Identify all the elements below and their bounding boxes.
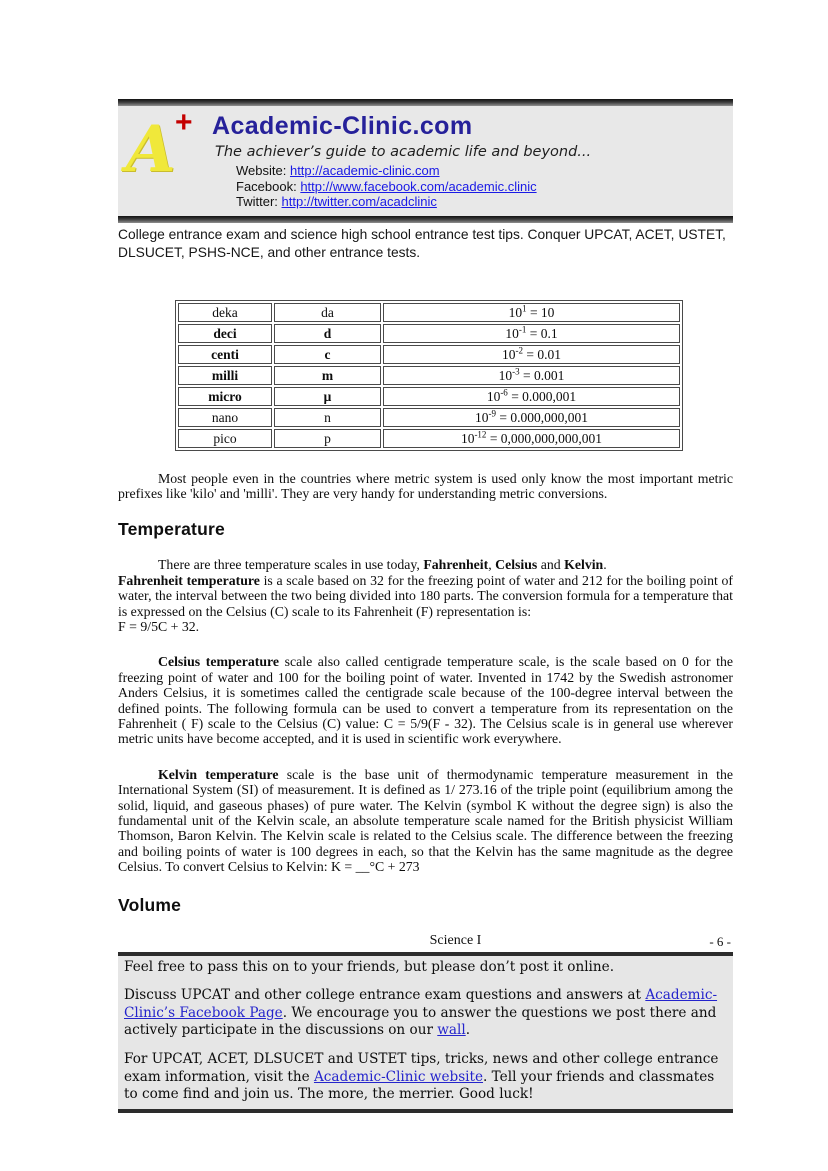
text-segment: Feel free to pass this on to your friends, but please don’t post it online. bbox=[124, 958, 615, 975]
prefix-table-row bbox=[178, 366, 680, 385]
notice-paragraph-3 bbox=[124, 1051, 725, 1104]
exponent: -6 bbox=[500, 387, 508, 397]
prefix-table-row bbox=[178, 387, 680, 406]
site-name: Academic-Clinic.com bbox=[212, 112, 473, 140]
prefix-name-cell: deka bbox=[178, 303, 272, 322]
header-text-block bbox=[212, 112, 723, 210]
prefix-symbol-cell: m bbox=[274, 366, 381, 385]
website-link-row bbox=[236, 163, 723, 179]
exponent: -12 bbox=[474, 429, 487, 439]
twitter-link-row bbox=[236, 194, 723, 210]
text-segment: is a scale based on 32 for the freezing point of water and 212 for the boiling point of water, the interval between the two being divided into 180 parts. The conversion formula for a temperature that is expressed on the Celsius (C) scale to its Fahrenheit (F) representation is: bbox=[118, 572, 734, 619]
header-bottom-bar bbox=[118, 216, 733, 223]
text-segment: . Tell your friends and classmates to come find and join us. The more, the merrier. Good luck! bbox=[124, 1068, 715, 1103]
facebook-link[interactable]: http://www.facebook.com/academic.clinic bbox=[300, 178, 537, 194]
volume-heading: Volume bbox=[118, 894, 182, 915]
website-label: Website: bbox=[236, 163, 287, 178]
prefix-name-cell: nano bbox=[178, 408, 272, 427]
text-segment: Celsius temperature bbox=[158, 654, 280, 670]
text-segment: . bbox=[603, 557, 607, 573]
prefix-value-cell: $10^{-1} = 0.1$ bbox=[383, 324, 680, 343]
prefix-symbol-cell: c bbox=[274, 345, 381, 364]
text-segment: scale is the base unit of thermodynamic temperature measurement in the International System (SI) of measurement. It is defined as 1/ 273.16 of the triple point (equilibrium among the solid, liquid, and gaseous phases) of pure water. The Kelvin (symbol K without the degree sign) is also the fundamental unit of the Kelvin scale, an absolute temperature scale named for the British physicist William Thomson, Baron Kelvin. The Kelvin scale is related to the Celsius scale. The difference between the freezing and boiling points of water is 100 degrees in each, so that the Kelvin has the same magnitude as the degree Celsius. To convert Celsius to Kelvin: K = __°C + 273 bbox=[118, 766, 733, 875]
prefix-name-cell: milli bbox=[178, 366, 272, 385]
page-content bbox=[118, 99, 733, 1113]
exponent: -2 bbox=[515, 345, 523, 355]
prefix-value-cell: $10^{-12} = 0,000,000,000,001$ bbox=[383, 429, 680, 448]
prefix-symbol-cell: d bbox=[274, 324, 381, 343]
twitter-label: Twitter: bbox=[236, 194, 278, 209]
text-segment: Kelvin temperature bbox=[158, 766, 279, 782]
exponent: -1 bbox=[518, 324, 527, 334]
prefix-name-cell: pico bbox=[178, 429, 272, 448]
notice-paragraph-1 bbox=[124, 959, 725, 977]
logo-plus-icon: + bbox=[175, 106, 193, 139]
prefix-name-cell: micro bbox=[178, 387, 272, 406]
temperature-scales-paragraph bbox=[118, 557, 733, 634]
notice-box bbox=[118, 952, 733, 1113]
prefix-value-cell: $10^{-6} = 0.000,001$ bbox=[383, 387, 680, 406]
facebook-link-row bbox=[236, 179, 723, 195]
exponent: -3 bbox=[512, 366, 520, 376]
logo-letter-a: A bbox=[126, 112, 176, 187]
text-segment: Discuss UPCAT and other college entrance exam questions and answers at bbox=[124, 987, 646, 1004]
prefix-value-cell: $10^{-9} = 0.000,000,001$ bbox=[383, 408, 680, 427]
site-description: College entrance exam and science high school entrance test tips. Conquer UPCAT, ACET, USTET, DLSUCET, PSHS-NCE, and other entrance tests. bbox=[118, 226, 726, 260]
facebook-page-link[interactable]: Academic-Clinic’s Facebook Page bbox=[124, 987, 718, 1021]
prefix-table-row bbox=[178, 303, 680, 322]
page-footer-line bbox=[118, 933, 733, 950]
notice-paragraph-2 bbox=[124, 987, 725, 1040]
prefix-table-row bbox=[178, 408, 680, 427]
text-segment: Fahrenheit bbox=[423, 557, 489, 573]
text-segment: F = 9/5C + 32. bbox=[118, 618, 200, 634]
text-segment: Celsius bbox=[495, 557, 538, 573]
site-header bbox=[118, 99, 733, 223]
text-segment: . We encourage you to answer the questions we post there and actively participate in the discussions on our bbox=[124, 1004, 717, 1039]
twitter-link[interactable]: http://twitter.com/acadclinic bbox=[281, 194, 437, 209]
prefix-value-cell: $10^{-2} = 0.01$ bbox=[383, 345, 680, 364]
intro-paragraph: Most people even in the countries where metric system is used only know the most important metric prefixes like 'kilo' and 'milli'. They are very handy for understanding metric conversions. bbox=[118, 470, 733, 501]
course-label: Science I bbox=[429, 932, 482, 948]
header-links bbox=[236, 163, 723, 210]
website-link[interactable]: http://academic-clinic.com bbox=[289, 163, 440, 178]
text-segment: , bbox=[488, 557, 496, 573]
header-body bbox=[118, 106, 733, 216]
prefix-table-row bbox=[178, 429, 680, 448]
wall-link[interactable]: wall bbox=[437, 1022, 466, 1039]
prefix-name-cell: deci bbox=[178, 324, 272, 343]
prefix-name-cell: centi bbox=[178, 345, 272, 364]
text-segment: For UPCAT, ACET, DLSUCET and USTET tips, tricks, news and other college entrance exam information, visit the bbox=[124, 1051, 719, 1085]
text-segment: . bbox=[465, 1022, 471, 1039]
page-number: - 6 - bbox=[709, 933, 731, 949]
temperature-heading: Temperature bbox=[118, 519, 225, 540]
header-top-bar bbox=[118, 99, 733, 106]
text-segment: and bbox=[537, 557, 565, 573]
text-segment: Fahrenheit temperature bbox=[118, 572, 260, 588]
exponent: 1 bbox=[522, 303, 527, 313]
prefix-symbol-cell: p bbox=[274, 429, 381, 448]
prefix-table-row bbox=[178, 345, 680, 364]
prefix-symbol-cell: n bbox=[274, 408, 381, 427]
prefix-value-cell: $10^{-3} = 0.001$ bbox=[383, 366, 680, 385]
prefix-symbol-cell: da bbox=[274, 303, 381, 322]
site-logo bbox=[126, 108, 204, 204]
prefix-symbol-cell: μ bbox=[274, 387, 381, 406]
kelvin-paragraph bbox=[118, 767, 733, 875]
academic-clinic-website-link[interactable]: Academic-Clinic website bbox=[313, 1068, 484, 1085]
text-segment: There are three temperature scales in use today, bbox=[158, 557, 424, 573]
prefix-table-row bbox=[178, 324, 680, 343]
celsius-paragraph bbox=[118, 654, 733, 746]
text-segment: scale also called centigrade temperature scale, is the scale based on 0 for the freezing point of water and 100 for the boiling point of water. Invented in 1742 by the Swedish astronomer Anders Celsius, it is sometimes called the centigrade scale because of the 100-degree interval between the defined points. The following formula can be used to convert a temperature from its representation on the Fahrenheit ( F) scale to the Celsius (C) value: C = 5/9(F - 32). The Celsius scale is in general use wherever metric units have become accepted, and it is used in scientific work everywhere. bbox=[118, 654, 733, 747]
exponent: -9 bbox=[488, 408, 496, 418]
text-segment: Kelvin bbox=[564, 557, 604, 573]
site-tagline: The achiever’s guide to academic life and beyond... bbox=[215, 144, 592, 160]
facebook-label: Facebook: bbox=[236, 178, 297, 194]
metric-prefix-table bbox=[175, 300, 683, 451]
prefix-value-cell: $10^1 = 10$ bbox=[383, 303, 680, 322]
